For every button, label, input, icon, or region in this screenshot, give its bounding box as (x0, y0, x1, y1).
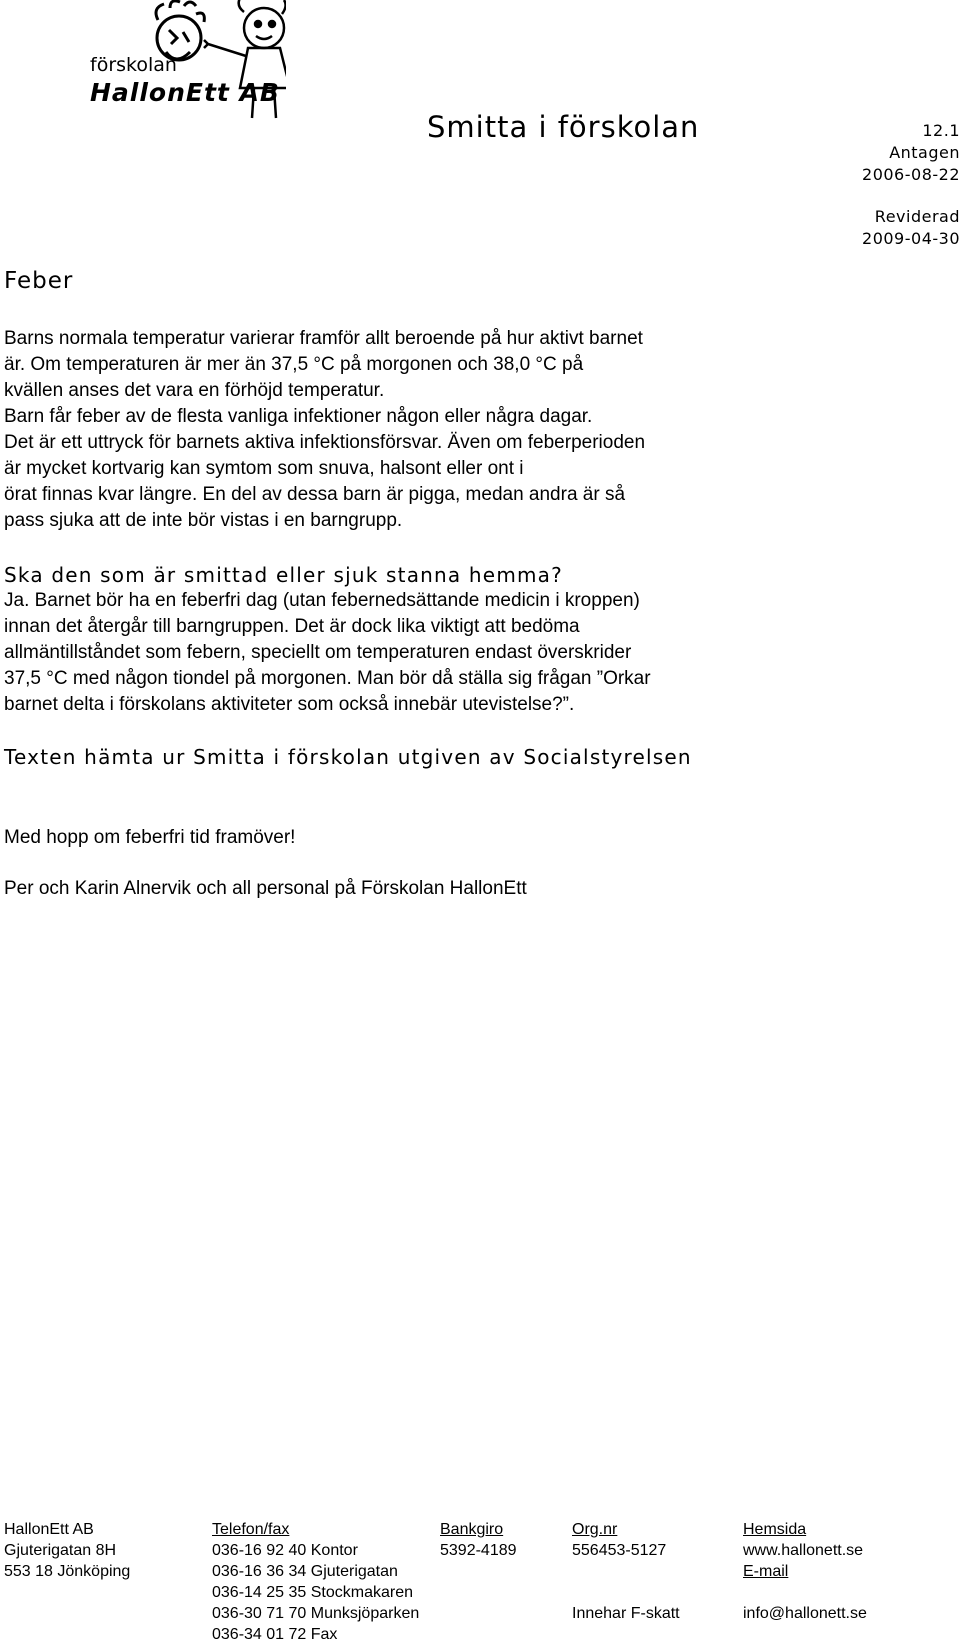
document-title: Smitta i förskolan (427, 110, 700, 144)
adopted-date: 2006-08-22 (862, 165, 960, 184)
phone-line: 036-14 25 35 Stockmakaren (212, 1584, 414, 1601)
email-link[interactable]: info@hallonett.se (743, 1605, 867, 1622)
text-line: 37,5 °C med någon tiondel på morgonen. Man bör då ställa sig frågan ”Orkar (4, 668, 651, 689)
text-line: kvällen anses det vara en förhöjd temperatur. (4, 380, 385, 401)
phone-line: 036-16 92 40 Kontor (212, 1542, 358, 1559)
signature-line: Per och Karin Alnervik och all personal på Förskolan HallonEtt (4, 878, 527, 899)
footer-company-column (4, 1519, 130, 1582)
website-link[interactable]: www.hallonett.se (743, 1542, 864, 1559)
revised-label: Reviderad (874, 207, 960, 226)
footer-web-column (743, 1519, 867, 1624)
orgnr-label: Org.nr (572, 1521, 618, 1538)
company-city: 553 18 Jönköping (4, 1563, 131, 1580)
text-line: örat finnas kvar längre. En del av dessa barn är pigga, medan andra är så (4, 484, 626, 505)
paragraph-stay-home (4, 588, 764, 718)
email-label: E-mail (743, 1563, 789, 1580)
text-line: Det är ett uttryck för barnets aktiva infektionsförsvar. Även om feberperioden (4, 432, 646, 453)
closing-line: Med hopp om feberfri tid framöver! (4, 827, 296, 848)
phone-line: 036-30 71 70 Munksjöparken (212, 1605, 420, 1622)
phone-line: 036-16 36 34 Gjuterigatan (212, 1563, 398, 1580)
company-name: HallonEtt AB (4, 1521, 94, 1538)
document-number: 12.1 (922, 121, 960, 140)
phone-label: Telefon/fax (212, 1521, 290, 1538)
footer-phone-column (212, 1519, 419, 1645)
footer-org-column (572, 1519, 680, 1624)
logo-text-forskolan: förskolan (90, 54, 177, 76)
tax-status: Innehar F-skatt (572, 1605, 680, 1622)
text-line: pass sjuka att de inte bör vistas i en barngrupp. (4, 510, 403, 531)
document-meta (800, 120, 960, 250)
text-line: är. Om temperaturen är mer än 37,5 °C på morgonen och 38,0 °C på (4, 354, 584, 375)
website-label: Hemsida (743, 1521, 807, 1538)
logo-text-company: HallonEtt AB (90, 78, 280, 107)
phone-line: 036-34 01 72 Fax (212, 1626, 338, 1643)
text-line: Barns normala temperatur varierar framför allt beroende på hur aktivt barnet (4, 328, 643, 349)
bankgiro-value: 5392-4189 (440, 1542, 517, 1559)
text-line: barnet delta i förskolans aktiviteter som också innebär utevistelse?”. (4, 694, 575, 715)
question-heading: Ska den som är smittad eller sjuk stanna hemma? (4, 563, 563, 587)
orgnr-value: 556453-5127 (572, 1542, 667, 1559)
text-line: Ja. Barnet bör ha en feberfri dag (utan febernedsättande medicin i kroppen) (4, 590, 640, 611)
bankgiro-label: Bankgiro (440, 1521, 504, 1538)
company-logo (86, 0, 286, 130)
text-line: Barn får feber av de flesta vanliga infektioner någon eller några dagar. (4, 406, 593, 427)
revised-date: 2009-04-30 (862, 229, 960, 248)
footer-bank-column (440, 1519, 517, 1561)
adopted-label: Antagen (889, 143, 960, 162)
paragraph-fever-info (4, 326, 764, 534)
section-heading: Feber (4, 268, 74, 294)
text-line: innan det återgår till barngruppen. Det är dock lika viktigt att bedöma (4, 616, 580, 637)
company-street: Gjuterigatan 8H (4, 1542, 117, 1559)
source-heading: Texten hämta ur Smitta i förskolan utgiven av Socialstyrelsen (4, 745, 692, 769)
text-line: är mycket kortvarig kan symtom som snuva, halsont eller ont i (4, 458, 524, 479)
text-line: allmäntillståndet som febern, speciellt om temperaturen endast överskrider (4, 642, 632, 663)
